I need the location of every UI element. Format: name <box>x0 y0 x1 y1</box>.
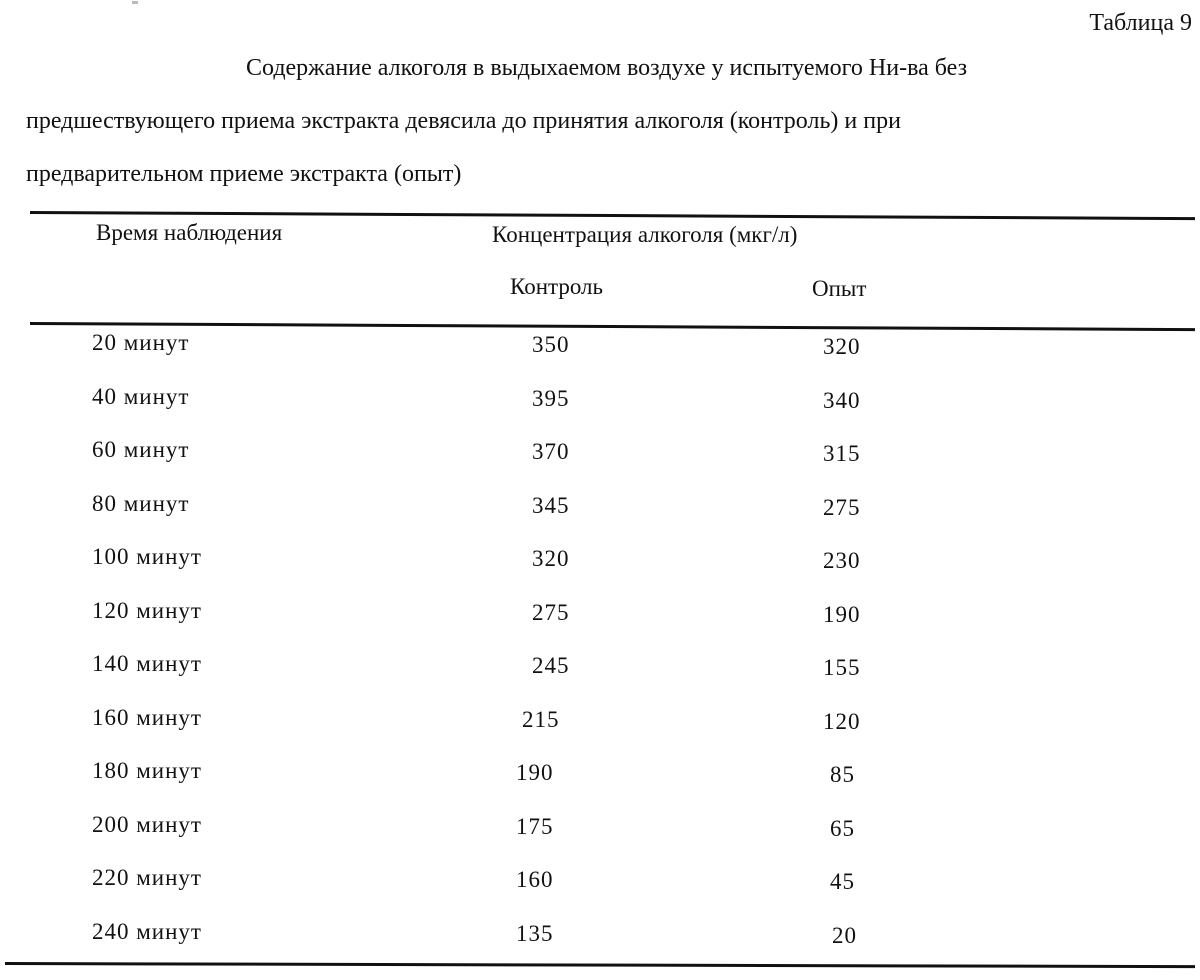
caption-line-3: предварительном приеме экстракта (опыт) <box>26 161 462 187</box>
header-time: Время наблюдения <box>96 220 283 245</box>
table-top-rule <box>30 211 1195 220</box>
caption-line-1-text: Содержание алкоголя в выдыхаемом воздухе у испытуемого Ни-ва без <box>246 55 968 81</box>
cell-time: 160 минут <box>92 704 202 730</box>
cell-time: 240 минут <box>92 918 202 944</box>
table-row <box>0 705 1200 759</box>
table-row <box>0 491 1200 545</box>
table-body <box>0 330 1200 972</box>
table-row <box>0 437 1200 491</box>
cell-experiment: 230 <box>823 548 861 573</box>
table-row <box>0 598 1200 652</box>
cell-control: 215 <box>522 706 560 732</box>
table-row <box>0 330 1200 384</box>
cell-control: 320 <box>532 546 570 571</box>
cell-experiment: 275 <box>823 494 861 520</box>
table-row <box>0 812 1200 866</box>
cell-experiment: 190 <box>823 601 861 627</box>
table-number-label: Таблица 9 <box>1089 10 1192 36</box>
table-row <box>0 758 1200 812</box>
caption-line-2: предшествующего приема экстракта девясила до принятия алкоголя (контроль) и при <box>26 108 901 134</box>
cell-experiment: 315 <box>823 441 861 466</box>
cell-time: 140 минут <box>92 651 202 676</box>
cell-time: 20 минут <box>92 330 190 355</box>
cell-time: 80 минут <box>92 490 190 516</box>
cell-experiment: 20 <box>832 922 857 948</box>
header-control: Контроль <box>510 274 603 299</box>
cell-control: 370 <box>532 439 570 464</box>
cell-control: 350 <box>532 332 570 357</box>
cell-control: 245 <box>532 653 570 678</box>
table-row <box>0 651 1200 705</box>
cell-control: 395 <box>532 385 570 411</box>
cell-control: 160 <box>516 867 554 892</box>
table-caption <box>26 42 1186 201</box>
cell-time: 180 минут <box>92 758 202 783</box>
cell-control: 135 <box>516 920 554 946</box>
table-row <box>0 544 1200 598</box>
cell-time: 200 минут <box>92 811 202 837</box>
table-row <box>0 865 1200 919</box>
cell-time: 40 минут <box>92 383 190 409</box>
table-row <box>0 384 1200 438</box>
cell-time: 120 минут <box>92 597 202 623</box>
caption-line-1 <box>26 42 1186 95</box>
cell-control: 345 <box>532 492 570 518</box>
cell-control: 275 <box>532 599 570 625</box>
header-experiment: Опыт <box>812 276 867 301</box>
cell-experiment: 45 <box>830 869 855 894</box>
cell-time: 100 минут <box>92 544 202 569</box>
cell-experiment: 65 <box>830 815 855 841</box>
header-concentration: Концентрация алкоголя (мкг/л) <box>492 222 798 247</box>
cell-experiment: 320 <box>823 334 861 359</box>
cell-experiment: 340 <box>823 387 861 413</box>
cell-control: 190 <box>516 760 554 785</box>
cell-time: 220 минут <box>92 865 202 890</box>
cell-experiment: 120 <box>823 708 861 734</box>
cell-control: 175 <box>516 813 554 839</box>
cell-time: 60 минут <box>92 437 190 462</box>
cell-experiment: 85 <box>830 762 855 787</box>
scan-speck <box>132 1 138 4</box>
cell-experiment: 155 <box>823 655 861 680</box>
